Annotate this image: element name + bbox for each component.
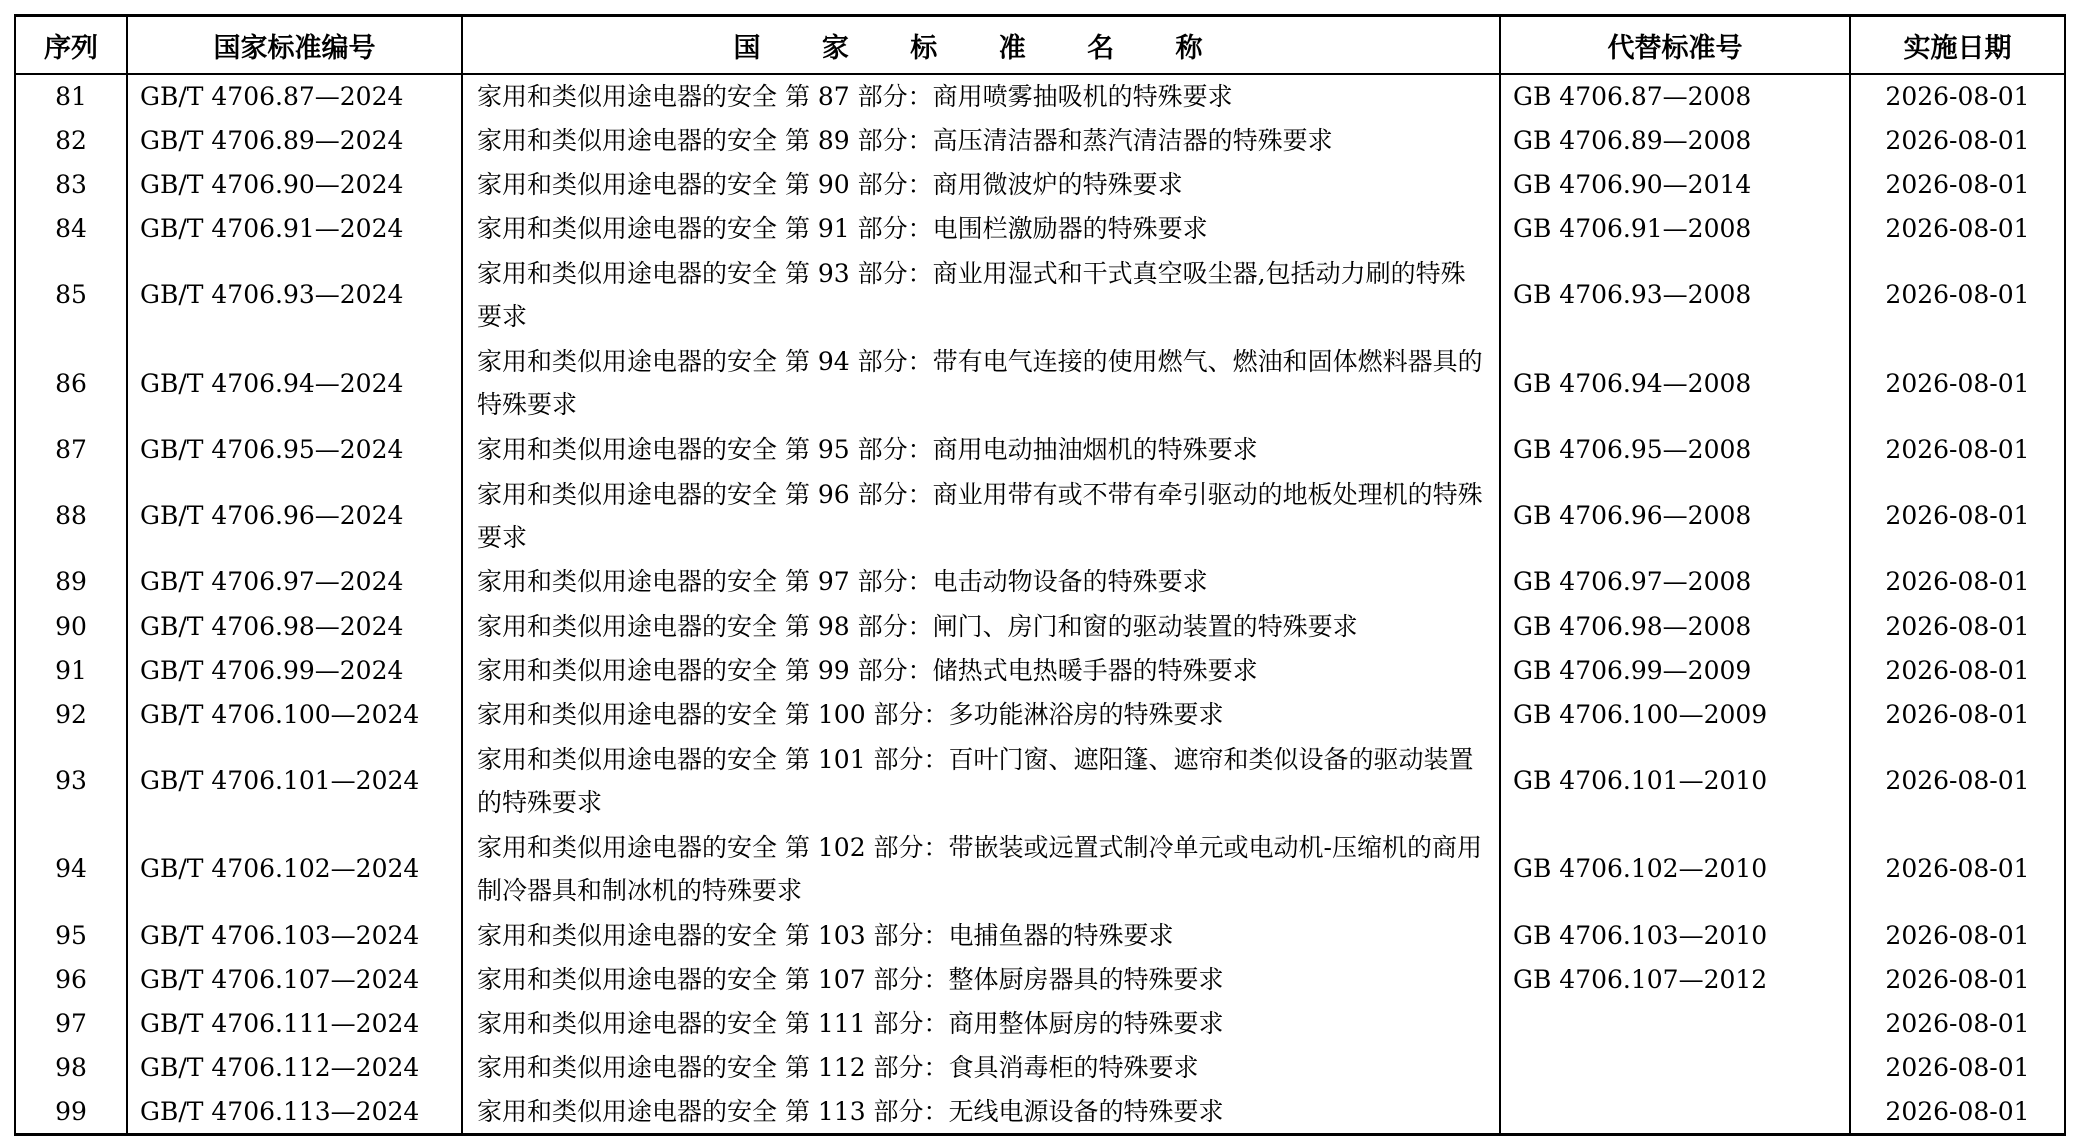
cell-code: GB/T 4706.111—2024 (127, 1001, 462, 1045)
cell-name: 家用和类似用途电器的安全 第 95 部分：商用电动抽油烟机的特殊要求 (462, 427, 1500, 471)
cell-replaces: GB 4706.87—2008 (1500, 74, 1850, 118)
table-row (15, 118, 2065, 162)
cell-replaces: GB 4706.102—2010 (1500, 825, 1850, 913)
cell-seq: 95 (15, 913, 127, 957)
cell-name: 家用和类似用途电器的安全 第 93 部分：商业用湿式和干式真空吸尘器,包括动力刷的特殊要求 (462, 251, 1500, 339)
cell-date: 2026-08-01 (1850, 339, 2065, 427)
cell-code: GB/T 4706.99—2024 (127, 648, 462, 692)
cell-seq: 97 (15, 1001, 127, 1045)
cell-code: GB/T 4706.103—2024 (127, 913, 462, 957)
cell-code: GB/T 4706.100—2024 (127, 692, 462, 736)
cell-date: 2026-08-01 (1850, 162, 2065, 206)
table-row (15, 74, 2065, 118)
cell-code: GB/T 4706.101—2024 (127, 736, 462, 824)
cell-date: 2026-08-01 (1850, 604, 2065, 648)
table-row (15, 736, 2065, 824)
cell-name: 家用和类似用途电器的安全 第 96 部分：商业用带有或不带有牵引驱动的地板处理机的特殊要求 (462, 471, 1500, 559)
cell-date: 2026-08-01 (1850, 118, 2065, 162)
cell-date: 2026-08-01 (1850, 206, 2065, 250)
cell-replaces (1500, 1046, 1850, 1090)
cell-replaces: GB 4706.101—2010 (1500, 736, 1850, 824)
table-row (15, 957, 2065, 1001)
cell-code: GB/T 4706.90—2024 (127, 162, 462, 206)
cell-code: GB/T 4706.93—2024 (127, 251, 462, 339)
cell-replaces: GB 4706.93—2008 (1500, 251, 1850, 339)
cell-replaces: GB 4706.98—2008 (1500, 604, 1850, 648)
cell-date: 2026-08-01 (1850, 471, 2065, 559)
table-row (15, 206, 2065, 250)
cell-seq: 98 (15, 1046, 127, 1090)
cell-seq: 84 (15, 206, 127, 250)
cell-code: GB/T 4706.112—2024 (127, 1046, 462, 1090)
table-row (15, 648, 2065, 692)
cell-name: 家用和类似用途电器的安全 第 111 部分：商用整体厨房的特殊要求 (462, 1001, 1500, 1045)
table-row (15, 560, 2065, 604)
cell-seq: 86 (15, 339, 127, 427)
table-row (15, 162, 2065, 206)
cell-replaces: GB 4706.94—2008 (1500, 339, 1850, 427)
cell-seq: 92 (15, 692, 127, 736)
cell-date: 2026-08-01 (1850, 957, 2065, 1001)
header-code: 国家标准编号 (127, 16, 462, 75)
cell-seq: 83 (15, 162, 127, 206)
cell-date: 2026-08-01 (1850, 427, 2065, 471)
table-row (15, 1090, 2065, 1135)
cell-replaces: GB 4706.89—2008 (1500, 118, 1850, 162)
cell-seq: 88 (15, 471, 127, 559)
cell-seq: 85 (15, 251, 127, 339)
cell-name: 家用和类似用途电器的安全 第 90 部分：商用微波炉的特殊要求 (462, 162, 1500, 206)
header-replaces: 代替标准号 (1500, 16, 1850, 75)
cell-seq: 82 (15, 118, 127, 162)
cell-name: 家用和类似用途电器的安全 第 94 部分：带有电气连接的使用燃气、燃油和固体燃料器具的特殊要求 (462, 339, 1500, 427)
cell-name: 家用和类似用途电器的安全 第 102 部分：带嵌装或远置式制冷单元或电动机-压缩机的商用制冷器具和制冰机的特殊要求 (462, 825, 1500, 913)
cell-seq: 93 (15, 736, 127, 824)
cell-code: GB/T 4706.94—2024 (127, 339, 462, 427)
header-seq: 序列 (15, 16, 127, 75)
cell-name: 家用和类似用途电器的安全 第 97 部分：电击动物设备的特殊要求 (462, 560, 1500, 604)
standards-table (14, 14, 2066, 1136)
cell-replaces: GB 4706.95—2008 (1500, 427, 1850, 471)
cell-date: 2026-08-01 (1850, 1001, 2065, 1045)
header-name: 国 家 标 准 名 称 (462, 16, 1500, 75)
table-row (15, 1046, 2065, 1090)
cell-code: GB/T 4706.98—2024 (127, 604, 462, 648)
cell-replaces (1500, 1090, 1850, 1135)
cell-code: GB/T 4706.95—2024 (127, 427, 462, 471)
cell-code: GB/T 4706.97—2024 (127, 560, 462, 604)
cell-name: 家用和类似用途电器的安全 第 101 部分：百叶门窗、遮阳篷、遮帘和类似设备的驱动装置的特殊要求 (462, 736, 1500, 824)
cell-replaces: GB 4706.100—2009 (1500, 692, 1850, 736)
cell-code: GB/T 4706.91—2024 (127, 206, 462, 250)
table-row (15, 913, 2065, 957)
cell-replaces: GB 4706.90—2014 (1500, 162, 1850, 206)
cell-code: GB/T 4706.107—2024 (127, 957, 462, 1001)
cell-name: 家用和类似用途电器的安全 第 107 部分：整体厨房器具的特殊要求 (462, 957, 1500, 1001)
cell-name: 家用和类似用途电器的安全 第 100 部分：多功能淋浴房的特殊要求 (462, 692, 1500, 736)
cell-code: GB/T 4706.113—2024 (127, 1090, 462, 1135)
cell-date: 2026-08-01 (1850, 692, 2065, 736)
cell-seq: 87 (15, 427, 127, 471)
cell-date: 2026-08-01 (1850, 560, 2065, 604)
cell-name: 家用和类似用途电器的安全 第 98 部分：闸门、房门和窗的驱动装置的特殊要求 (462, 604, 1500, 648)
cell-replaces: GB 4706.107—2012 (1500, 957, 1850, 1001)
cell-seq: 89 (15, 560, 127, 604)
cell-replaces: GB 4706.103—2010 (1500, 913, 1850, 957)
cell-date: 2026-08-01 (1850, 648, 2065, 692)
cell-seq: 90 (15, 604, 127, 648)
table-row (15, 1001, 2065, 1045)
cell-seq: 94 (15, 825, 127, 913)
cell-name: 家用和类似用途电器的安全 第 91 部分：电围栏激励器的特殊要求 (462, 206, 1500, 250)
cell-seq: 96 (15, 957, 127, 1001)
cell-name: 家用和类似用途电器的安全 第 89 部分：高压清洁器和蒸汽清洁器的特殊要求 (462, 118, 1500, 162)
cell-replaces: GB 4706.96—2008 (1500, 471, 1850, 559)
cell-name: 家用和类似用途电器的安全 第 113 部分：无线电源设备的特殊要求 (462, 1090, 1500, 1135)
table-row (15, 825, 2065, 913)
cell-code: GB/T 4706.89—2024 (127, 118, 462, 162)
cell-date: 2026-08-01 (1850, 1046, 2065, 1090)
cell-name: 家用和类似用途电器的安全 第 99 部分：储热式电热暖手器的特殊要求 (462, 648, 1500, 692)
table-row (15, 604, 2065, 648)
cell-replaces: GB 4706.97—2008 (1500, 560, 1850, 604)
cell-replaces (1500, 1001, 1850, 1045)
table-row (15, 251, 2065, 339)
cell-name: 家用和类似用途电器的安全 第 112 部分：食具消毒柜的特殊要求 (462, 1046, 1500, 1090)
cell-date: 2026-08-01 (1850, 1090, 2065, 1135)
cell-date: 2026-08-01 (1850, 913, 2065, 957)
cell-code: GB/T 4706.87—2024 (127, 74, 462, 118)
table-row (15, 339, 2065, 427)
table-row (15, 471, 2065, 559)
cell-seq: 81 (15, 74, 127, 118)
cell-code: GB/T 4706.102—2024 (127, 825, 462, 913)
header-date: 实施日期 (1850, 16, 2065, 75)
standards-table-container (14, 14, 2064, 1136)
cell-date: 2026-08-01 (1850, 736, 2065, 824)
cell-code: GB/T 4706.96—2024 (127, 471, 462, 559)
cell-date: 2026-08-01 (1850, 74, 2065, 118)
table-row (15, 427, 2065, 471)
header-row (15, 16, 2065, 75)
cell-name: 家用和类似用途电器的安全 第 103 部分：电捕鱼器的特殊要求 (462, 913, 1500, 957)
cell-replaces: GB 4706.99—2009 (1500, 648, 1850, 692)
cell-seq: 91 (15, 648, 127, 692)
cell-name: 家用和类似用途电器的安全 第 87 部分：商用喷雾抽吸机的特殊要求 (462, 74, 1500, 118)
table-row (15, 692, 2065, 736)
cell-date: 2026-08-01 (1850, 825, 2065, 913)
cell-replaces: GB 4706.91—2008 (1500, 206, 1850, 250)
cell-seq: 99 (15, 1090, 127, 1135)
cell-date: 2026-08-01 (1850, 251, 2065, 339)
